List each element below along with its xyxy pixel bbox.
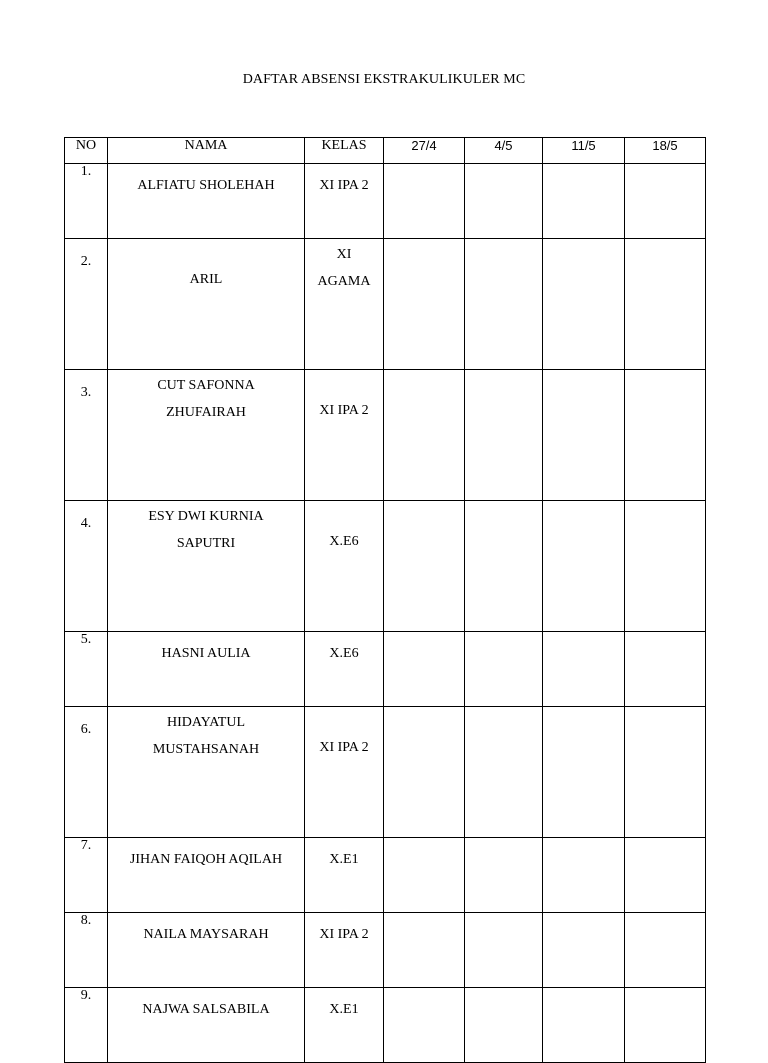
attendance-cell[interactable] (465, 913, 543, 988)
student-name: HASNI AULIA (108, 632, 305, 707)
student-name: ESY DWI KURNIA SAPUTRI (108, 501, 305, 632)
attendance-cell[interactable] (543, 988, 625, 1063)
student-name: JIHAN FAIQOH AQILAH (108, 838, 305, 913)
attendance-cell[interactable] (384, 988, 465, 1063)
attendance-cell[interactable] (543, 838, 625, 913)
header-date: 11/5 (543, 138, 625, 164)
attendance-cell[interactable] (384, 913, 465, 988)
attendance-cell[interactable] (465, 370, 543, 501)
student-class: XI IPA 2 (305, 913, 384, 988)
row-number: 2. (65, 239, 108, 370)
attendance-cell[interactable] (625, 988, 706, 1063)
row-number: 9. (65, 988, 108, 1063)
student-name: ARIL (108, 239, 305, 370)
header-kelas: KELAS (305, 138, 384, 164)
attendance-cell[interactable] (625, 707, 706, 838)
row-number: 3. (65, 370, 108, 501)
table-row (65, 838, 706, 913)
attendance-cell[interactable] (384, 501, 465, 632)
attendance-cell[interactable] (465, 838, 543, 913)
header-nama: NAMA (108, 138, 305, 164)
row-number: 4. (65, 501, 108, 632)
attendance-cell[interactable] (465, 239, 543, 370)
student-class: XI IPA 2 (305, 370, 384, 501)
table-row (65, 370, 706, 501)
row-number: 8. (65, 913, 108, 988)
attendance-table (64, 137, 706, 1063)
student-class: X.E6 (305, 632, 384, 707)
attendance-cell[interactable] (465, 988, 543, 1063)
student-name: CUT SAFONNA ZHUFAIRAH (108, 370, 305, 501)
student-name: NAILA MAYSARAH (108, 913, 305, 988)
attendance-cell[interactable] (625, 501, 706, 632)
student-class: X.E6 (305, 501, 384, 632)
attendance-cell[interactable] (465, 707, 543, 838)
document-title: DAFTAR ABSENSI EKSTRAKULIKULER MC (242, 72, 526, 87)
student-class: X.E1 (305, 838, 384, 913)
header-row (65, 138, 706, 164)
attendance-cell[interactable] (543, 239, 625, 370)
attendance-cell[interactable] (543, 164, 625, 239)
attendance-cell[interactable] (625, 913, 706, 988)
attendance-cell[interactable] (543, 632, 625, 707)
table-row (65, 632, 706, 707)
row-number: 1. (65, 164, 108, 239)
row-number: 6. (65, 707, 108, 838)
attendance-cell[interactable] (384, 838, 465, 913)
row-number: 5. (65, 632, 108, 707)
header-no: NO (65, 138, 108, 164)
attendance-cell[interactable] (625, 370, 706, 501)
attendance-cell[interactable] (384, 707, 465, 838)
student-name: NAJWA SALSABILA (108, 988, 305, 1063)
student-class: XI AGAMA (305, 239, 384, 370)
table-row (65, 913, 706, 988)
attendance-cell[interactable] (384, 632, 465, 707)
attendance-cell[interactable] (465, 164, 543, 239)
attendance-cell[interactable] (384, 239, 465, 370)
attendance-cell[interactable] (543, 707, 625, 838)
header-date: 18/5 (625, 138, 706, 164)
attendance-cell[interactable] (384, 164, 465, 239)
attendance-cell[interactable] (625, 239, 706, 370)
student-class: XI IPA 2 (305, 164, 384, 239)
table-row (65, 988, 706, 1063)
student-name: ALFIATU SHOLEHAH (108, 164, 305, 239)
attendance-cell[interactable] (384, 370, 465, 501)
attendance-cell[interactable] (465, 632, 543, 707)
row-number: 7. (65, 838, 108, 913)
student-class: XI IPA 2 (305, 707, 384, 838)
header-date: 4/5 (465, 138, 543, 164)
table-row (65, 707, 706, 838)
student-class: X.E1 (305, 988, 384, 1063)
table-row (65, 164, 706, 239)
header-date: 27/4 (384, 138, 465, 164)
attendance-cell[interactable] (543, 370, 625, 501)
attendance-cell[interactable] (625, 164, 706, 239)
attendance-cell[interactable] (465, 501, 543, 632)
table-row (65, 239, 706, 370)
attendance-cell[interactable] (625, 632, 706, 707)
student-name: HIDAYATUL MUSTAHSANAH (108, 707, 305, 838)
table-row (65, 501, 706, 632)
attendance-cell[interactable] (625, 838, 706, 913)
attendance-cell[interactable] (543, 913, 625, 988)
attendance-cell[interactable] (543, 501, 625, 632)
